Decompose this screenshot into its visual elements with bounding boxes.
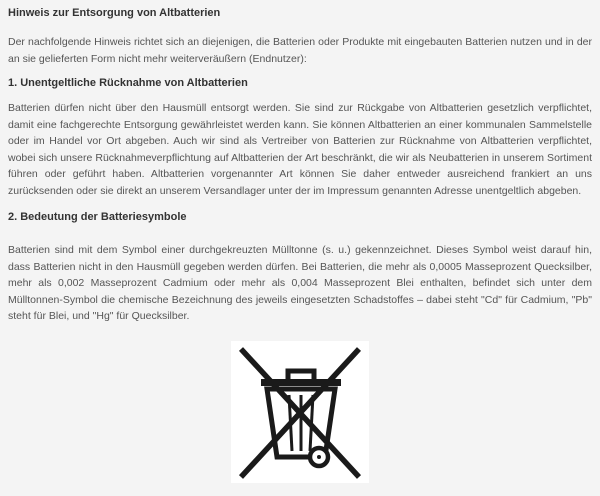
battery-symbol-box xyxy=(231,341,369,483)
page-title: Hinweis zur Entsorgung von Altbatterien xyxy=(8,7,221,19)
section-2-body: Batterien sind mit dem Symbol einer durchgekreuzten Mülltonne (s. u.) gekennzeichnet. Dieses Symbol weist darauf hin, dass Batterien nicht in den Hausmüll gegeben werden dürfen. Bei Batterien, die mehr als 0,0005 Masseprozent Quecksilber, mehr als 0,002 Masseprozent Cadmium oder mehr als 0,004 Masseprozent Blei enthalten, befindet sich unter dem Mülltonnen-Symbol die chemische Bezeichnung des jeweils eingesetzten Schadstoffes – dabei steht "Cd" für Cadmium, "Pb" steht für Blei, und "Hg" für Quecksilber. xyxy=(8,244,592,322)
section-1-heading: 1. Unentgeltliche Rücknahme von Altbatterien xyxy=(8,77,248,89)
section-1-body: Batterien dürfen nicht über den Hausmüll entsorgt werden. Sie sind zur Rückgabe von Altbatterien gesetzlich verpflichtet, damit eine fachgerechte Entsorgung gewährleistet werden kann. Sie können Altbatterien an einer kommunalen Sammelstelle oder im Handel vor Ort abgeben. Auch wir sind als Vertreiber von Batterien zur Rücknahme von Altbatterien verpflichtet, wobei sich unsere Rücknahmeverpflichtung auf Altbatterien der Art beschränkt, die wir als Neubatterien in unserem Sortiment führen oder geführt haben. Altbatterien vorgenannter Art können Sie daher entweder ausreichend frankiert an uns zurücksenden oder sie direkt an unserem Versandlager unter der im Impressum genannten Adresse unentgeltlich abgeben. xyxy=(8,102,592,197)
crossed-out-wheelie-bin-icon xyxy=(231,341,369,483)
intro-paragraph: Der nachfolgende Hinweis richtet sich an diejenigen, die Batterien oder Produkte mit eingebauten Batterien nutzen und in der an sie gelieferten Form nicht mehr weiterveräußern (Endnutzer): xyxy=(8,36,592,65)
section-2-heading: 2. Bedeutung der Batteriesymbole xyxy=(8,211,187,223)
